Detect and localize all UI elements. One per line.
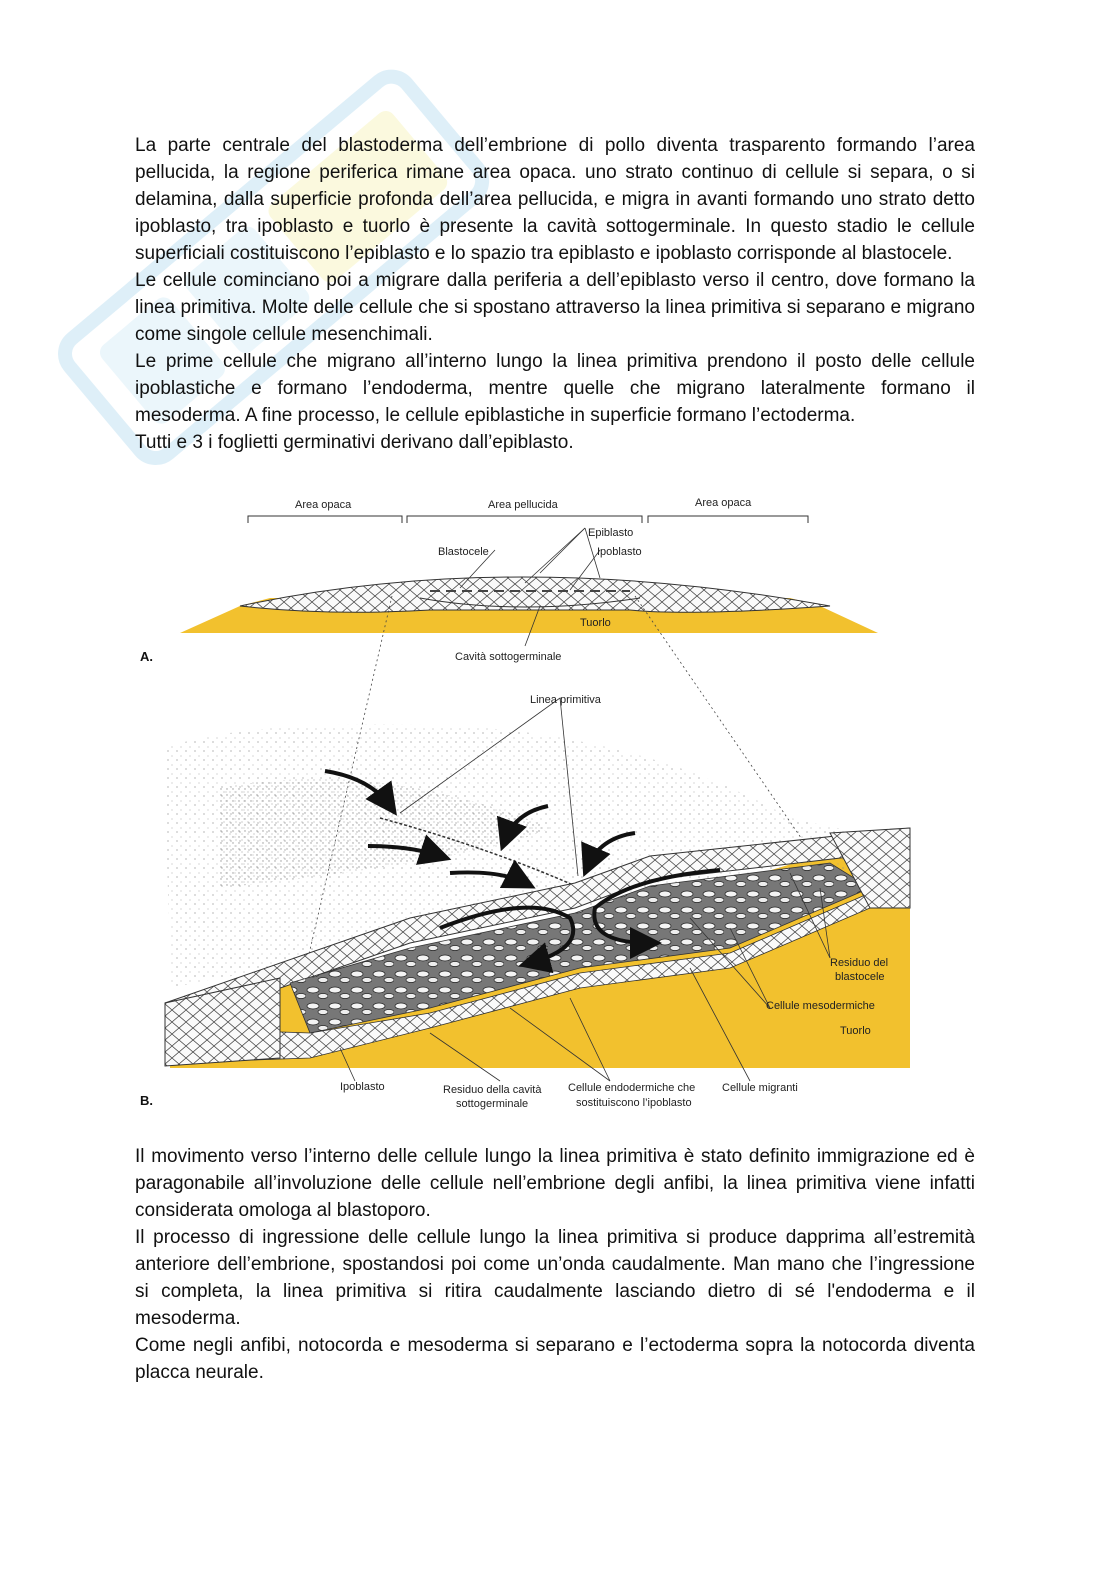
paragraph: La parte centrale del blastoderma dell’embrione di pollo diventa trasparento formando l’area pellucida, la regione periferica rimane area opaca. uno strato continuo di cellule si separa, o si delamina, dalla superficie profonda dell’area pellucida, e migra in avanti formando uno strato detto ipoblasto, tra ipoblasto e tuorlo è presente la cavità sottogerminale. In questo stadio le cellule superficiali costituiscono l’epiblasto e lo spazio tra epiblasto e ipoblasto corrisponde al blastocele. xyxy=(135,135,975,264)
label-residuo-blastocele-1: Residuo del xyxy=(830,957,889,969)
paragraph: Tutti e 3 i foglietti germinativi derivano dall’epiblasto. xyxy=(135,432,574,453)
paragraph: Come negli anfibi, notocorda e mesoderma si separano e l’ectoderma sopra la notocorda diventa placca neurale. xyxy=(135,1335,975,1383)
label-tuorlo-b: Tuorlo xyxy=(840,1025,871,1037)
label-cellule-mesodermiche: Cellule mesodermiche xyxy=(766,1000,875,1012)
label-area-opaca-left: Area opaca xyxy=(295,499,352,511)
embryo-figure xyxy=(130,488,930,1128)
paragraph: Le cellule cominciano poi a migrare dalla periferia a dell’epiblasto verso il centro, dove formano la linea primitiva. Molte delle cellule che si spostano attraverso la linea primitiva si separano e migrano come singole cellule mesenchimali. xyxy=(135,270,975,345)
label-residuo-cavita-1: Residuo della cavità xyxy=(443,1084,542,1096)
label-residuo-blastocele-2: blastocele xyxy=(835,971,885,983)
label-blastocele-a: Blastocele xyxy=(438,546,489,558)
label-cellule-endodermiche-1: Cellule endodermiche che xyxy=(568,1082,696,1094)
body-text-bottom xyxy=(135,1143,975,1386)
label-residuo-cavita-2: sottogerminale xyxy=(456,1098,529,1110)
label-cellule-migranti: Cellule migranti xyxy=(722,1082,798,1094)
body-text-top xyxy=(135,132,975,456)
label-tuorlo-a: Tuorlo xyxy=(580,617,611,629)
label-cellule-endodermiche-2: sostituiscono l’ipoblasto xyxy=(576,1097,692,1109)
paragraph: Il movimento verso l’interno delle cellule lungo la linea primitiva è stato definito immigrazione ed è paragonabile all’involuzione delle cellule nell’embrione degli anfibi, la linea primitiva viene infatti considerata omologa al blastoporo. xyxy=(135,1146,975,1221)
label-epiblasto-a: Epiblasto xyxy=(588,527,634,539)
embryo-illustration xyxy=(130,488,930,1128)
label-area-opaca-right: Area opaca xyxy=(695,497,752,509)
label-linea-primitiva: Linea primitiva xyxy=(530,694,601,706)
paragraph: Le prime cellule che migrano all’interno lungo la linea primitiva prendono il posto delle cellule ipoblastiche e formano l’endoderma, mentre quelle che migrano lateralmente formano il mesoderma. A fine processo, le cellule epiblastiche in superficie formano l’ectoderma. xyxy=(135,351,975,426)
label-ipoblasto-b: Ipoblasto xyxy=(340,1081,385,1093)
panel-b-diagram xyxy=(165,698,910,1081)
paragraph: Il processo di ingressione delle cellule lungo la linea primitiva si produce dapprima all’estremità anteriore dell’embrione, spostandosi poi come un’onda caudalmente. Man mano che l’ingressione si completa, la linea primitiva si ritira caudalmente lasciando dietro di sé l'endoderma e il mesoderma. xyxy=(135,1227,975,1329)
label-ipoblasto-a: Ipoblasto xyxy=(597,546,642,558)
label-cavita-sottogerminale: Cavità sottogerminale xyxy=(455,651,562,663)
panel-b-letter: B. xyxy=(140,1093,153,1108)
panel-a-letter: A. xyxy=(140,649,153,664)
label-area-pellucida: Area pellucida xyxy=(488,499,558,511)
